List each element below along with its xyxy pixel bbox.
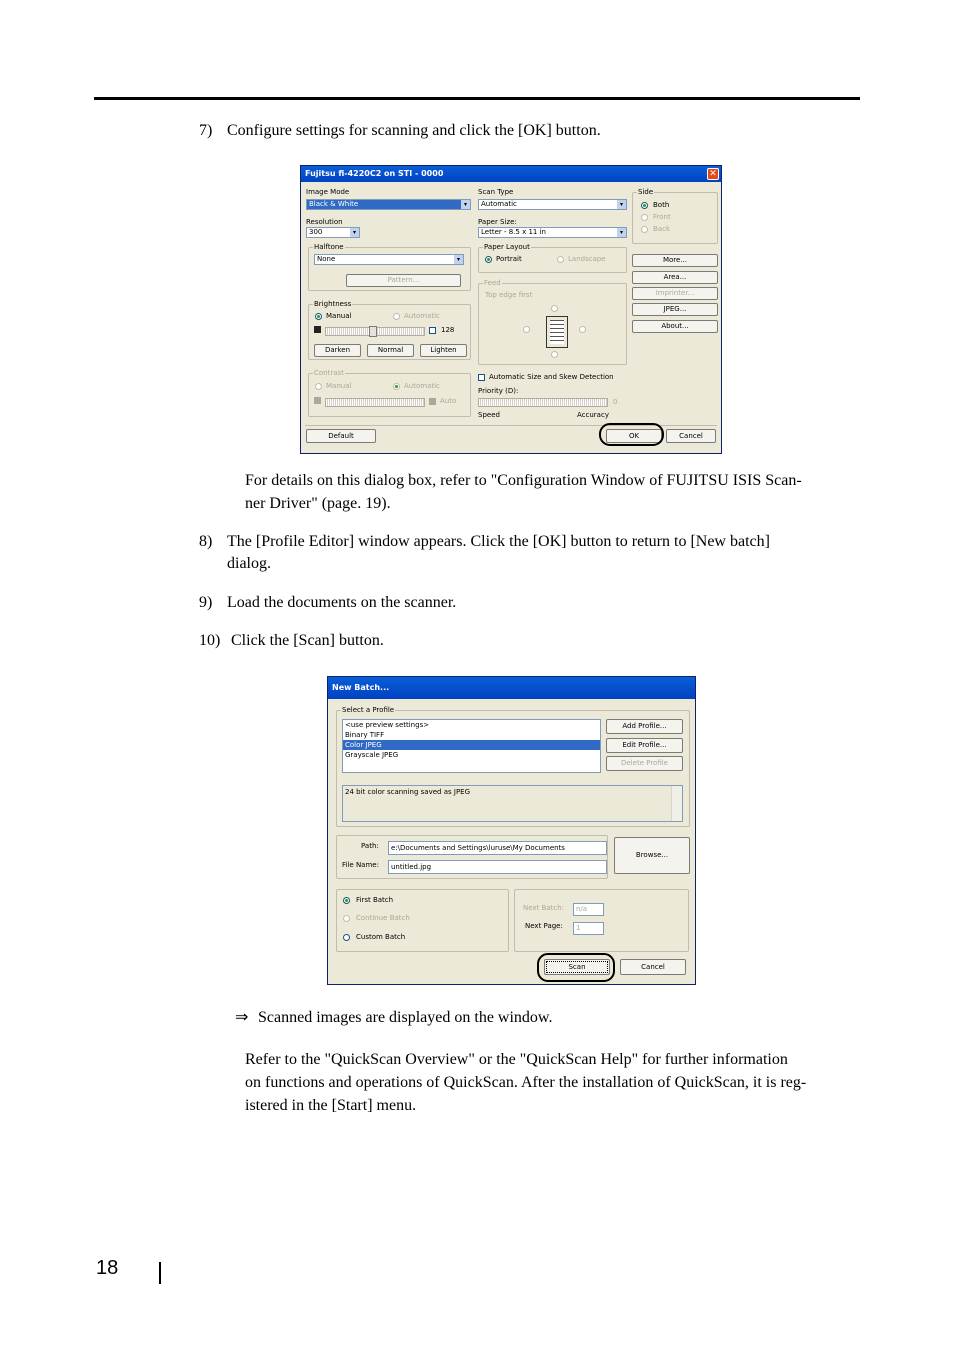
refer-line-2: on functions and operations of QuickScan. After the installation of QuickScan, it is reg- (245, 1074, 807, 1091)
image-mode-select[interactable]: Black & White ▾ (306, 199, 471, 210)
top-edge-first-label: Top edge first (485, 291, 533, 299)
contrast-group (308, 369, 471, 417)
contrast-manual-label: Manual (326, 382, 352, 390)
page-number: 18 (96, 1257, 119, 1279)
select-profile-label: Select a Profile (342, 706, 395, 714)
scan-button[interactable]: Scan (544, 959, 610, 975)
scanner-settings-dialog (300, 165, 722, 454)
brightness-checkbox[interactable] (429, 327, 436, 334)
brightness-group (308, 300, 471, 360)
speed-label: Speed (478, 411, 500, 419)
browse-button[interactable]: Browse... (614, 837, 690, 874)
dark-square-icon (314, 326, 321, 333)
about-button[interactable]: About... (632, 320, 718, 333)
ok-button[interactable]: OK (606, 429, 662, 443)
first-batch-label: First Batch (356, 896, 394, 904)
imprinter-button[interactable]: Imprinter... (632, 287, 718, 300)
image-mode-label: Image Mode (306, 188, 350, 196)
profile-item[interactable]: <use preview settings> (345, 721, 430, 729)
lighten-button[interactable]: Lighten (420, 344, 467, 357)
darken-button[interactable]: Darken (314, 344, 361, 357)
next-page-input[interactable]: 1 (573, 922, 604, 935)
halftone-label: Halftone (314, 243, 344, 251)
profile-item-selected[interactable]: Color JPEG (343, 740, 600, 750)
jpeg-button[interactable]: JPEG... (632, 303, 718, 316)
side-front-label: Front (653, 213, 671, 221)
side-both-radio[interactable] (641, 202, 648, 209)
portrait-radio[interactable] (485, 256, 492, 263)
first-batch-radio[interactable] (343, 897, 350, 904)
brightness-slider-thumb[interactable] (369, 326, 377, 337)
next-batch-label: Next Batch: (523, 904, 565, 912)
profile-list[interactable] (342, 719, 601, 773)
brightness-value: 128 (441, 326, 455, 334)
next-batch-input[interactable]: n/a (573, 903, 604, 916)
refer-line-1: Refer to the "QuickScan Overview" or the "QuickScan Help" for further information (245, 1051, 788, 1068)
batch-mode-group (336, 889, 509, 952)
normal-button[interactable]: Normal (367, 344, 414, 357)
side-back-radio[interactable] (641, 226, 648, 233)
delete-profile-button[interactable]: Delete Profile (606, 756, 683, 771)
description-scrollbar[interactable] (671, 786, 682, 821)
step-10-text: Click the [Scan] button. (231, 632, 384, 649)
pattern-button[interactable]: Pattern... (346, 274, 461, 287)
landscape-radio[interactable] (557, 256, 564, 263)
contrast-automatic-radio[interactable] (393, 383, 400, 390)
note-7-line-2: ner Driver" (page. 19). (245, 495, 391, 512)
step-9-number: 9) (199, 594, 213, 611)
resolution-select[interactable]: 300 ▾ (306, 227, 360, 238)
halftone-select[interactable]: None ▾ (314, 254, 464, 265)
landscape-label: Landscape (568, 255, 606, 263)
paper-size-select[interactable]: Letter - 8.5 x 11 in ▾ (478, 227, 627, 238)
refer-line-3: istered in the [Start] menu. (245, 1097, 417, 1114)
side-front-radio[interactable] (641, 214, 648, 221)
auto-detect-label: Automatic Size and Skew Detection (489, 373, 614, 381)
new-batch-dialog (327, 676, 696, 985)
path-label: Path: (361, 842, 379, 850)
paper-size-label: Paper Size: (478, 218, 517, 226)
auto-detect-checkbox[interactable] (478, 374, 485, 381)
priority-slider[interactable] (478, 398, 608, 407)
contrast-label: Contrast (314, 369, 344, 377)
step-8-line-2: dialog. (227, 555, 271, 572)
profile-item[interactable]: Binary TIFF (345, 731, 385, 739)
document-page-icon (546, 316, 568, 348)
custom-batch-radio[interactable] (343, 934, 350, 941)
area-button[interactable]: Area... (632, 271, 718, 284)
step-8-line-1: The [Profile Editor] window appears. Click the [OK] button to return to [New batch] (227, 533, 770, 550)
priority-value: 0 (613, 398, 618, 406)
step-8-number: 8) (199, 533, 213, 550)
brightness-automatic-radio[interactable] (393, 313, 400, 320)
page-number-bar (159, 1262, 161, 1284)
profile-description: 24 bit color scanning saved as JPEG (345, 788, 471, 796)
header-rule (94, 97, 860, 100)
side-back-label: Back (653, 225, 670, 233)
scanner-dialog-titlebar: Fujitsu fi-4220C2 on STI - 0000 (301, 166, 721, 182)
priority-label: Priority (D): (478, 387, 519, 395)
contrast-auto-label: Auto (440, 397, 457, 405)
paper-layout-group (478, 243, 627, 273)
profile-item[interactable]: Grayscale JPEG (345, 751, 399, 759)
add-profile-button[interactable]: Add Profile... (606, 719, 683, 734)
feed-left-radio[interactable] (523, 326, 530, 333)
side-group (632, 188, 718, 244)
batch-cancel-button[interactable]: Cancel (620, 959, 686, 975)
contrast-slider[interactable] (325, 398, 425, 407)
file-name-input[interactable]: untitled.jpg (388, 860, 607, 874)
feed-group (478, 279, 627, 365)
contrast-automatic-label: Automatic (404, 382, 440, 390)
close-icon[interactable]: ✕ (707, 168, 719, 180)
contrast-manual-radio[interactable] (315, 383, 322, 390)
contrast-square-icon (314, 397, 321, 404)
continue-batch-radio[interactable] (343, 915, 350, 922)
default-button[interactable]: Default (306, 429, 376, 443)
accuracy-label: Accuracy (577, 411, 609, 419)
portrait-label: Portrait (496, 255, 522, 263)
result-text: Scanned images are displayed on the window. (258, 1009, 553, 1026)
feed-top-radio[interactable] (551, 305, 558, 312)
step-7-text: Configure settings for scanning and click the [OK] button. (227, 122, 601, 139)
step-9-text: Load the documents on the scanner. (227, 594, 457, 611)
next-page-label: Next Page: (525, 922, 563, 930)
result-arrow: ⇒ (235, 1009, 249, 1026)
feed-right-radio[interactable] (579, 326, 586, 333)
paper-layout-label: Paper Layout (484, 243, 530, 251)
continue-batch-label: Continue Batch (356, 914, 410, 922)
profile-description-box (342, 785, 683, 822)
select-profile-group (336, 706, 690, 827)
step-7-number: 7) (199, 122, 213, 139)
scan-type-label: Scan Type (478, 188, 514, 196)
brightness-manual-label: Manual (326, 312, 352, 320)
path-input[interactable]: e:\Documents and Settings\luruse\My Documents (388, 841, 607, 855)
step-10-number: 10) (199, 632, 221, 649)
more-button[interactable]: More... (632, 254, 718, 267)
next-batch-group (514, 889, 689, 952)
scan-type-select[interactable]: Automatic ▾ (478, 199, 627, 210)
halftone-group (308, 243, 471, 291)
brightness-manual-radio[interactable] (315, 313, 322, 320)
resolution-label: Resolution (306, 218, 343, 226)
edit-profile-button[interactable]: Edit Profile... (606, 738, 683, 753)
brightness-automatic-label: Automatic (404, 312, 440, 320)
brightness-label: Brightness (314, 300, 352, 308)
scan-highlight-ring (537, 953, 615, 982)
ok-highlight-ring (599, 423, 664, 446)
feed-label: Feed (484, 279, 501, 287)
feed-bottom-radio[interactable] (551, 351, 558, 358)
contrast-auto-checkbox[interactable] (429, 398, 436, 405)
custom-batch-label: Custom Batch (356, 933, 406, 941)
path-group (336, 835, 608, 879)
note-7-line-1: For details on this dialog box, refer to "Configuration Window of FUJITSU ISIS Scan- (245, 472, 802, 489)
side-both-label: Both (653, 201, 670, 209)
cancel-button[interactable]: Cancel (666, 429, 716, 443)
side-label: Side (638, 188, 654, 196)
file-name-label: File Name: (342, 861, 379, 869)
new-batch-titlebar: New Batch... (328, 677, 695, 699)
